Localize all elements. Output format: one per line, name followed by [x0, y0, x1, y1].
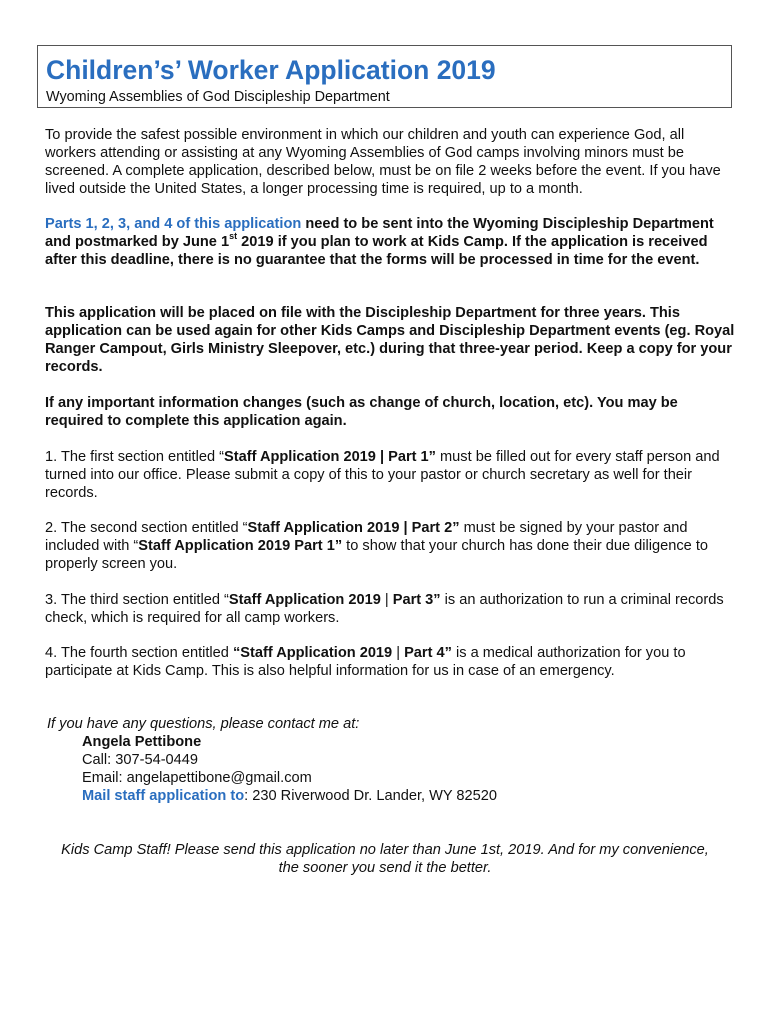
section-3-post: is an authorization to run a criminal records check, which is required for all camp workers.	[45, 592, 724, 626]
deadline-text-b: 2019 if you plan to work at Kids Camp. If the application is received after this deadline, there is no guarantee that the forms will be processed in time for the event.	[45, 234, 708, 268]
section-2-pre: 2. The second section entitled “	[45, 520, 248, 536]
section-4-pre: 4. The fourth section entitled	[45, 645, 233, 661]
section-1-name: Staff Application 2019 | Part 1”	[224, 449, 436, 465]
section-3-paragraph	[45, 591, 735, 627]
closing-note	[45, 841, 725, 877]
section-4-separator: |	[392, 645, 405, 661]
contact-phone: Call: 307-54-0449	[82, 752, 199, 768]
intro-paragraph: To provide the safest possible environment in which our children and youth can experience God, all workers attending or assisting at any Wyoming Assemblies of God camps involving minors must be screened. A complete application, described below, must be on file 2 weeks before the event. If you have lived outside the United States, a longer processing time is required, up to a month.	[45, 127, 721, 197]
parts-highlight: Parts 1, 2, 3, and 4 of this application	[45, 216, 302, 232]
contact-block	[47, 715, 727, 805]
title-box	[37, 45, 732, 108]
closing-line-2: the sooner you send it the better.	[278, 860, 492, 876]
section-2-name: Staff Application 2019 | Part 2”	[247, 520, 460, 536]
department-subtitle: Wyoming Assemblies of God Discipleship Department	[46, 89, 390, 105]
section-2-mid: must be signed by your pastor and included with “	[45, 520, 688, 554]
section-4-post: is a medical authorization for you to participate at Kids Camp. This is also helpful information for us in case of an emergency.	[45, 645, 686, 679]
mail-address: : 230 Riverwood Dr. Lander, WY 82520	[244, 788, 498, 804]
contact-prompt: If you have any questions, please contact me at:	[47, 716, 360, 732]
section-1-post: must be filled out for every staff person and turned into our office. Please submit a copy of this to your pastor or church secretary as well for their records.	[45, 449, 720, 501]
section-2-name2: Staff Application 2019 Part 1”	[138, 538, 343, 554]
mail-label: Mail staff application to	[82, 788, 245, 804]
section-2-post: to show that your church has done their due diligence to properly screen you.	[45, 538, 709, 572]
section-1-pre: 1. The first section entitled “	[45, 449, 224, 465]
section-4-name-b: Part 4”	[404, 645, 452, 661]
deadline-superscript: st	[229, 231, 238, 242]
contact-email: Email: angelapettibone@gmail.com	[82, 770, 312, 786]
retention-paragraph: This application will be placed on file with the Discipleship Department for three years. This application can be used again for other Kids Camps and Discipleship Department events (eg. Royal Ranger Campout, Girls Ministry Sleepover, etc.) during that three-year period. Keep a copy for your records.	[45, 305, 735, 375]
section-1-paragraph	[45, 448, 735, 502]
section-3-pre: 3. The third section entitled “	[45, 592, 229, 608]
section-3-name-a: Staff Application 2019	[228, 592, 381, 608]
section-2-paragraph	[45, 519, 735, 573]
page-title: Children’s’ Worker Application 2019	[46, 55, 496, 85]
section-4-paragraph	[45, 644, 735, 680]
changes-paragraph: If any important information changes (such as change of church, location, etc). You may be required to complete this application again.	[45, 395, 678, 429]
closing-line-1: Kids Camp Staff! Please send this application no later than June 1st, 2019. And for my convenience,	[61, 842, 709, 858]
deadline-paragraph	[45, 215, 735, 269]
section-4-name-a: “Staff Application 2019	[232, 645, 393, 661]
section-3-name-b: Part 3”	[392, 592, 441, 608]
mailing-address	[47, 787, 727, 805]
section-3-separator: |	[380, 592, 393, 608]
contact-name: Angela Pettibone	[82, 734, 202, 750]
deadline-text-a: need to be sent into the Wyoming Discipleship Department and postmarked by June 1	[45, 216, 714, 250]
